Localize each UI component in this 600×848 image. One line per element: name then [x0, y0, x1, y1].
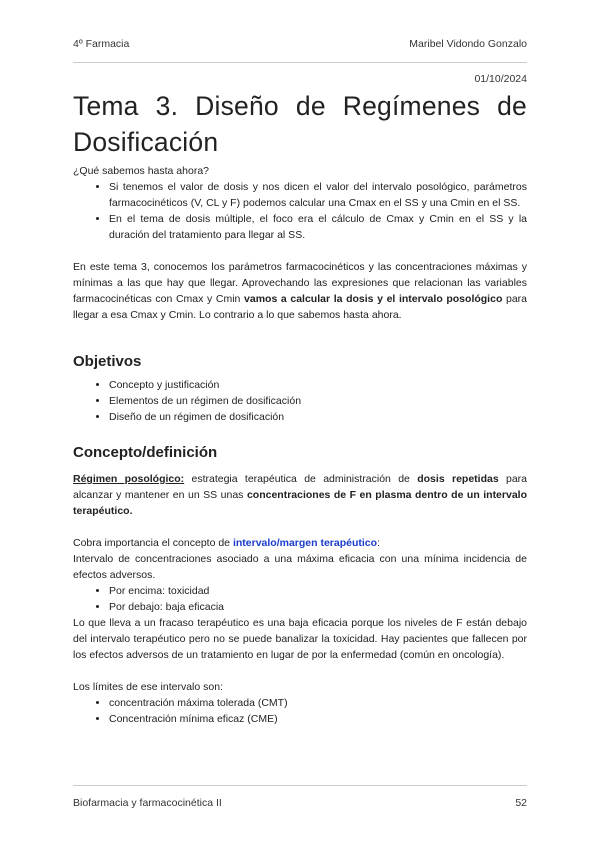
list-item: • Si tenemos el valor de dosis y nos dicen el valor del intervalo posológico, parámetros farmacocinéticos (V, CL y F) podemos calcular una Cmax en el SS y una Cmin en el SS.	[109, 179, 527, 211]
page-title: Tema 3. Diseño de Regímenes de Dosificación	[73, 91, 527, 157]
definition-bold: concentraciones de F en plasma dentro de un intervalo terapéutico.	[73, 489, 527, 517]
page-header	[73, 38, 527, 50]
list-item: • Concentración mínima eficaz (CME)	[109, 711, 527, 727]
list-item: • Por encima: toxicidad	[109, 583, 527, 599]
footer-divider	[73, 785, 527, 786]
fracaso-paragraph: Lo que lleva a un fracaso terapéutico es una baja eficacia porque los niveles de F están debajo del intervalo terapéutico pero no se puede banalizar la toxicidad. Hay pacientes que fallecen por los efectos adversos de un tratamiento en lugar de por la enfermedad (común en oncología).	[73, 617, 527, 661]
importance-paragraph	[73, 535, 527, 551]
paragraph-text-end: para llegar a esa Cmax y Cmin. Lo contrario a lo que sabemos hasta ahora.	[73, 293, 527, 321]
list-item: • En el tema de dosis múltiple, el foco era el cálculo de Cmax y Cmin en el SS y la duración del tratamiento para llegar al SS.	[109, 211, 527, 243]
limits-paragraph: Los límites de ese intervalo son:	[73, 681, 223, 693]
list-item: • Concepto y justificación	[109, 377, 527, 393]
page-footer	[73, 797, 527, 809]
intro-list	[73, 179, 527, 243]
footer-subject: Biofarmacia y farmacocinética II	[73, 797, 222, 809]
section-heading-concepto: Concepto/definición	[73, 444, 218, 461]
list-item: • Elementos de un régimen de dosificación	[109, 393, 527, 409]
document-body	[73, 88, 527, 727]
paragraph-bold: vamos a calcular la dosis y el intervalo posológico	[244, 293, 503, 305]
definition-term: Régimen posológico:	[73, 473, 185, 485]
header-author: Maribel Vidondo Gonzalo	[409, 38, 527, 50]
intro-question: ¿Qué sabemos hasta ahora?	[73, 165, 209, 177]
interval-paragraph: Intervalo de concentraciones asociado a una máxima eficacia con una mínima incidencia de efectos adversos.	[73, 553, 527, 581]
header-divider	[73, 62, 527, 63]
definition-text: estrategia terapéutica de administración de	[184, 473, 418, 485]
definition-bold: dosis repetidas	[417, 473, 499, 485]
definition-text: para alcanzar y mantener en un SS unas	[73, 473, 528, 501]
list-item: • Diseño de un régimen de dosificación	[109, 409, 527, 425]
objetivos-list	[73, 377, 527, 425]
paragraph-text: En este tema 3, conocemos los parámetros farmacocinéticos y las concentraciones máximas y mínimas a las que hay que llegar. Aprovechando las expresiones que relacionan las variables farmacocinéticas con Cmax y Cmin	[73, 261, 527, 305]
importance-text: Cobra importancia el concepto de	[73, 537, 233, 549]
page-number: 52	[515, 797, 527, 809]
section-heading-objetivos: Objetivos	[73, 353, 142, 370]
definition-paragraph	[73, 471, 527, 519]
limits-list	[73, 695, 527, 727]
paragraph-objective	[73, 259, 527, 323]
importance-colon: :	[377, 537, 380, 549]
document-date: 01/10/2024	[474, 73, 527, 85]
interval-list	[73, 583, 527, 615]
list-item: • concentración máxima tolerada (CMT)	[109, 695, 527, 711]
therapeutic-interval-link[interactable]: intervalo/margen terapéutico	[232, 537, 378, 549]
header-course: 4º Farmacia	[73, 38, 130, 50]
list-item: • Por debajo: baja eficacia	[109, 599, 527, 615]
